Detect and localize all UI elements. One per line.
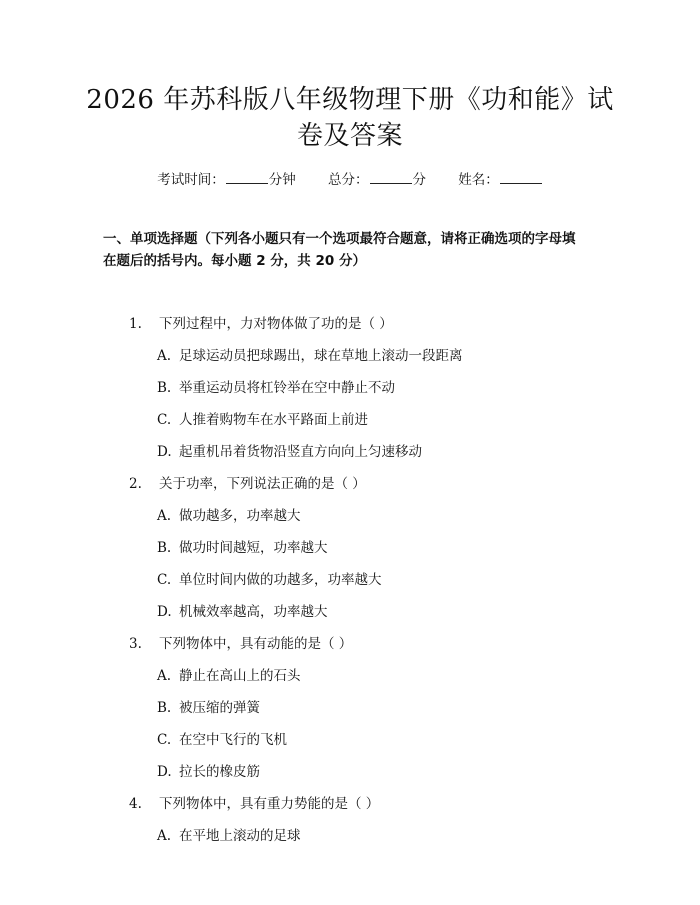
- question-1-option-c: [157, 408, 368, 428]
- question-2: [129, 472, 366, 492]
- question-2-option-b: [157, 536, 328, 556]
- question-text: 关于功率，下列说法正确的是（ ）: [159, 476, 366, 492]
- option-letter: A.: [157, 828, 172, 844]
- question-number: 4.: [129, 796, 142, 812]
- question-1-option-d: [157, 440, 422, 460]
- total-score-field: [328, 168, 426, 188]
- exam-time-blank: [226, 171, 268, 184]
- exam-time-label: 考试时间：: [157, 172, 225, 188]
- question-3-option-d: [157, 760, 260, 780]
- option-letter: D.: [157, 604, 172, 620]
- question-number: 2.: [129, 476, 142, 492]
- option-text: 人推着购物车在水平路面上前进: [179, 412, 368, 428]
- student-name-blank: [500, 171, 542, 184]
- question-text: 下列物体中，具有重力势能的是（ ）: [159, 796, 380, 812]
- exam-title-line-1: 2026 年苏科版八年级物理下册《功和能》试: [86, 85, 614, 115]
- question-2-option-a: [157, 504, 301, 524]
- exam-time-unit: 分钟: [268, 172, 296, 188]
- option-letter: D.: [157, 444, 172, 460]
- question-4-option-a: [157, 824, 301, 844]
- option-text: 做功越多，功率越大: [179, 508, 301, 524]
- exam-time-field: [157, 168, 296, 188]
- option-text: 举重运动员将杠铃举在空中静止不动: [179, 380, 395, 396]
- total-score-blank: [370, 171, 412, 184]
- option-text: 在平地上滚动的足球: [179, 828, 301, 844]
- option-letter: C.: [157, 572, 172, 588]
- exam-info-row: [0, 168, 700, 188]
- total-score-unit: 分: [412, 172, 426, 188]
- option-letter: B.: [157, 540, 172, 556]
- section-heading-line-2: 在题后的括号内。每小题 2 分，共 20 分）: [103, 253, 366, 269]
- question-3: [129, 632, 352, 652]
- option-letter: A.: [157, 348, 172, 364]
- exam-title-line-2: 卷及答案: [296, 121, 403, 151]
- question-text: 下列物体中，具有动能的是（ ）: [159, 636, 353, 652]
- option-text: 起重机吊着货物沿竖直方向向上匀速移动: [179, 444, 422, 460]
- option-letter: A.: [157, 668, 172, 684]
- option-text: 足球运动员把球踢出，球在草地上滚动一段距离: [179, 348, 463, 364]
- option-text: 拉长的橡皮筋: [179, 764, 260, 780]
- section-heading-line-1: 一、单项选择题（下列各小题只有一个选项最符合题意，请将正确选项的字母填: [103, 231, 576, 247]
- option-text: 机械效率越高，功率越大: [179, 604, 328, 620]
- question-1-option-b: [157, 376, 395, 396]
- option-text: 做功时间越短，功率越大: [179, 540, 328, 556]
- option-letter: C.: [157, 732, 172, 748]
- question-1-option-a: [157, 344, 463, 364]
- question-3-option-a: [157, 664, 301, 684]
- option-letter: C.: [157, 412, 172, 428]
- question-number: 1.: [129, 316, 142, 332]
- total-score-label: 总分：: [328, 172, 369, 188]
- option-letter: A.: [157, 508, 172, 524]
- option-letter: B.: [157, 700, 172, 716]
- option-letter: D.: [157, 764, 172, 780]
- question-number: 3.: [129, 636, 142, 652]
- section-heading-single-choice: [103, 228, 603, 272]
- student-name-label: 姓名：: [458, 172, 499, 188]
- question-text: 下列过程中，力对物体做了功的是（ ）: [159, 316, 393, 332]
- question-3-option-c: [157, 728, 287, 748]
- option-text: 被压缩的弹簧: [179, 700, 260, 716]
- question-2-option-d: [157, 600, 328, 620]
- option-text: 静止在高山上的石头: [179, 668, 301, 684]
- option-text: 在空中飞行的飞机: [179, 732, 287, 748]
- question-4: [129, 792, 379, 812]
- question-1: [129, 312, 393, 332]
- question-2-option-c: [157, 568, 382, 588]
- option-letter: B.: [157, 380, 172, 396]
- student-name-field: [458, 168, 543, 188]
- option-text: 单位时间内做的功越多，功率越大: [179, 572, 382, 588]
- question-3-option-b: [157, 696, 260, 716]
